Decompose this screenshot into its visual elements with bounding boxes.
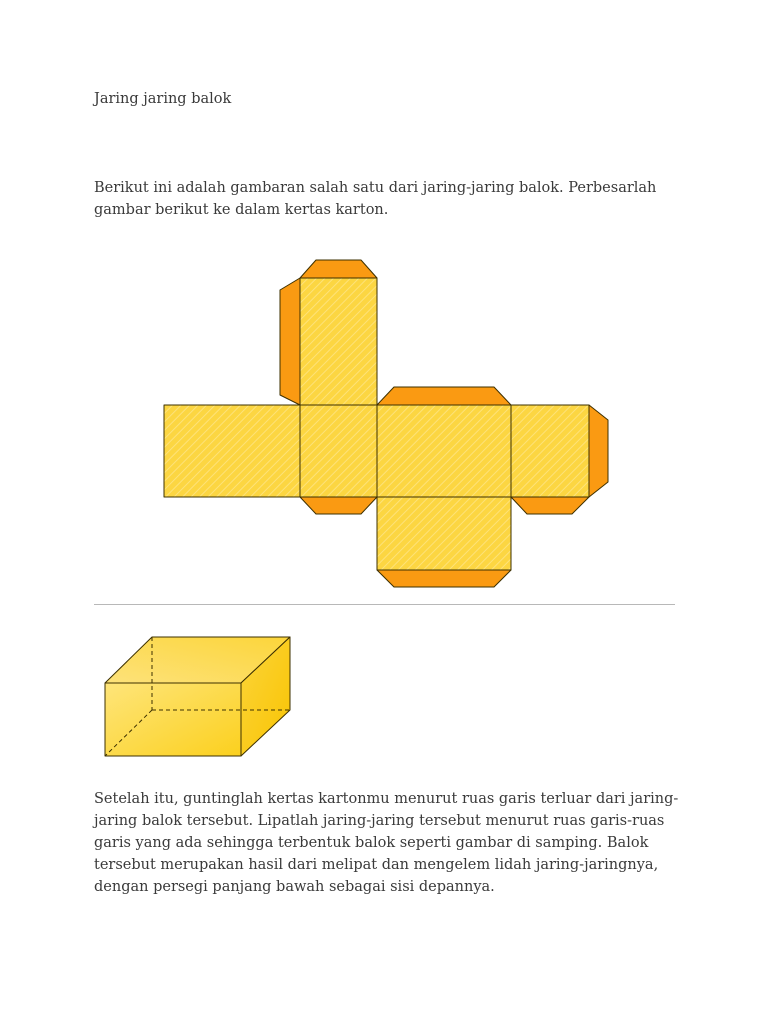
cuboid-front-face — [105, 683, 241, 756]
outro-paragraph: Setelah itu, guntinglah kertas kartonmu menurut ruas garis terluar dari jaring-jaring balok tersebut. Lipatlah jaring-jaring tersebut menurut ruas garis-ruas garis yang ada sehingga terbentuk balok seperti gambar di samping. Balok tersebut merupakan hasil dari melipat dan mengelem lidah jaring-jaringnya, dengan persegi panjang bawah sebagai sisi depannya. — [94, 791, 679, 895]
intro-paragraph: Berikut ini adalah gambaran salah satu dari jaring-jaring balok. Perbesarlah gambar berikut ke dalam kertas karton. — [94, 180, 657, 218]
page-title: Jaring jaring balok — [94, 91, 232, 107]
